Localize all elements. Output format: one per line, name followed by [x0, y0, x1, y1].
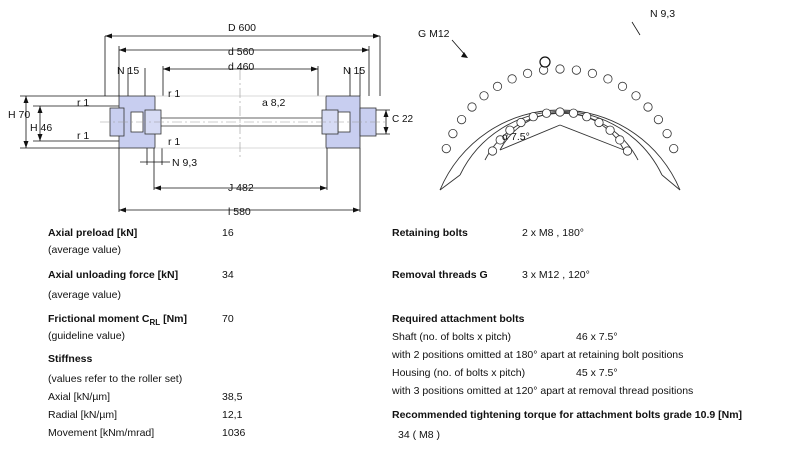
removal-threads-label: Removal threads G — [392, 269, 488, 281]
stiffness-note: (values refer to the roller set) — [48, 373, 183, 385]
stiffness-radial-value: 12,1 — [222, 409, 243, 421]
outer-bolt-hole — [632, 92, 640, 100]
dim-d: d 460 — [228, 61, 255, 73]
axial-unloading-note: (average value) — [48, 289, 121, 301]
outer-bolt-hole — [442, 144, 450, 152]
stiffness-title: Stiffness — [48, 353, 93, 365]
dim-N: N 9,3 — [172, 157, 198, 169]
outer-bolt-hole — [556, 65, 564, 73]
inner-bolt-hole — [517, 118, 525, 126]
removal-threads-value: 3 x M12 , 120° — [522, 269, 590, 281]
outer-bolt-hole — [654, 115, 662, 123]
inner-bolt-hole — [595, 118, 603, 126]
frictional-moment-unit: [Nm] — [160, 313, 188, 325]
stiffness-movement-value: 1036 — [222, 427, 246, 439]
inner-bolt-hole — [569, 109, 577, 117]
outer-bolt-hole — [588, 69, 596, 77]
frictional-moment-text: Frictional moment C — [48, 313, 150, 325]
outer-bolt-hole — [523, 69, 531, 77]
outer-bolt-hole — [644, 103, 652, 111]
dim-N2: N 15 — [343, 65, 366, 77]
housing-label: Housing (no. of bolts x pitch) — [392, 367, 526, 379]
stiffness-movement-label: Movement [kNm/mrad] — [48, 427, 155, 439]
retaining-bolts-value: 2 x M8 , 180° — [522, 227, 584, 239]
outer-bolt-hole — [670, 144, 678, 152]
inner-bolt-hole — [606, 126, 614, 134]
dim-C: C 22 — [392, 114, 414, 125]
torque-value: 34 ( M8 ) — [398, 429, 441, 441]
label-G: G M12 — [418, 28, 450, 40]
inner-bolt-hole — [623, 147, 631, 155]
stiffness-axial-label: Axial [kN/µm] — [48, 391, 111, 403]
housing-value: 45 x 7.5° — [576, 367, 618, 379]
dim-r1-top: r 1 — [77, 97, 90, 109]
shaft-note: with 2 positions omitted at 180° apart at retaining bolt positions — [392, 349, 684, 361]
torque-title: Recommended tightening torque for attachment bolts grade 10.9 [Nm] — [392, 409, 743, 421]
outer-bolt-hole — [457, 115, 465, 123]
outer-bolt-hole — [618, 82, 626, 90]
dim-D: D 600 — [228, 22, 257, 34]
ring-view-drawing — [400, 0, 700, 210]
outer-bolt-hole — [449, 129, 457, 137]
frictional-moment-value: 70 — [222, 313, 234, 325]
attachment-bolts-title: Required attachment bolts — [392, 313, 525, 325]
outer-bolt-hole — [468, 103, 476, 111]
axial-preload-value: 16 — [222, 227, 234, 239]
outer-bolt-hole — [493, 82, 501, 90]
outer-bolt-hole — [663, 129, 671, 137]
dim-H: H 70 — [8, 109, 31, 121]
outer-bolt-hole — [480, 92, 488, 100]
dim-r2-bot: r 1 — [168, 136, 181, 148]
inner-bolt-hole — [583, 113, 591, 121]
dim-H1: H 46 — [30, 122, 53, 134]
axial-unloading-label: Axial unloading force [kN] — [48, 269, 179, 281]
inner-bolt-hole — [556, 108, 564, 116]
dim-d1: d 560 — [228, 46, 255, 58]
frictional-moment-note: (guideline value) — [48, 330, 126, 342]
axial-unloading-value: 34 — [222, 269, 234, 281]
frictional-moment-sub: RL — [149, 318, 161, 328]
housing-note: with 3 positions omitted at 120° apart at removal thread positions — [392, 385, 694, 397]
outer-bolt-hole — [604, 75, 612, 83]
inner-bolt-hole — [529, 113, 537, 121]
label-N2-side: N 9,3 — [650, 8, 676, 20]
shaft-value: 46 x 7.5° — [576, 331, 618, 343]
dim-r1-bot: r 1 — [77, 130, 90, 142]
inner-bolt-hole — [616, 136, 624, 144]
inner-bolt-hole — [488, 147, 496, 155]
inner-bolt-hole — [542, 109, 550, 117]
frictional-moment-label — [48, 313, 187, 329]
outer-bolt-hole — [572, 66, 580, 74]
stiffness-axial-value: 38,5 — [222, 391, 243, 403]
shaft-label: Shaft (no. of bolts x pitch) — [392, 331, 512, 343]
label-alpha: α 7.5° — [502, 131, 530, 143]
dim-J: J 482 — [228, 182, 254, 194]
dim-N1: N 15 — [117, 65, 140, 77]
retaining-bolts-label: Retaining bolts — [392, 227, 468, 239]
axial-preload-label: Axial preload [kN] — [48, 227, 138, 239]
dim-l1: l 580 — [228, 206, 251, 218]
axial-preload-note: (average value) — [48, 244, 121, 256]
outer-bolt-hole — [508, 75, 516, 83]
dim-r2-top: r 1 — [168, 88, 181, 100]
dim-a: a 8,2 — [262, 97, 286, 109]
cross-section-drawing — [0, 0, 414, 222]
stiffness-radial-label: Radial [kN/µm] — [48, 409, 118, 421]
